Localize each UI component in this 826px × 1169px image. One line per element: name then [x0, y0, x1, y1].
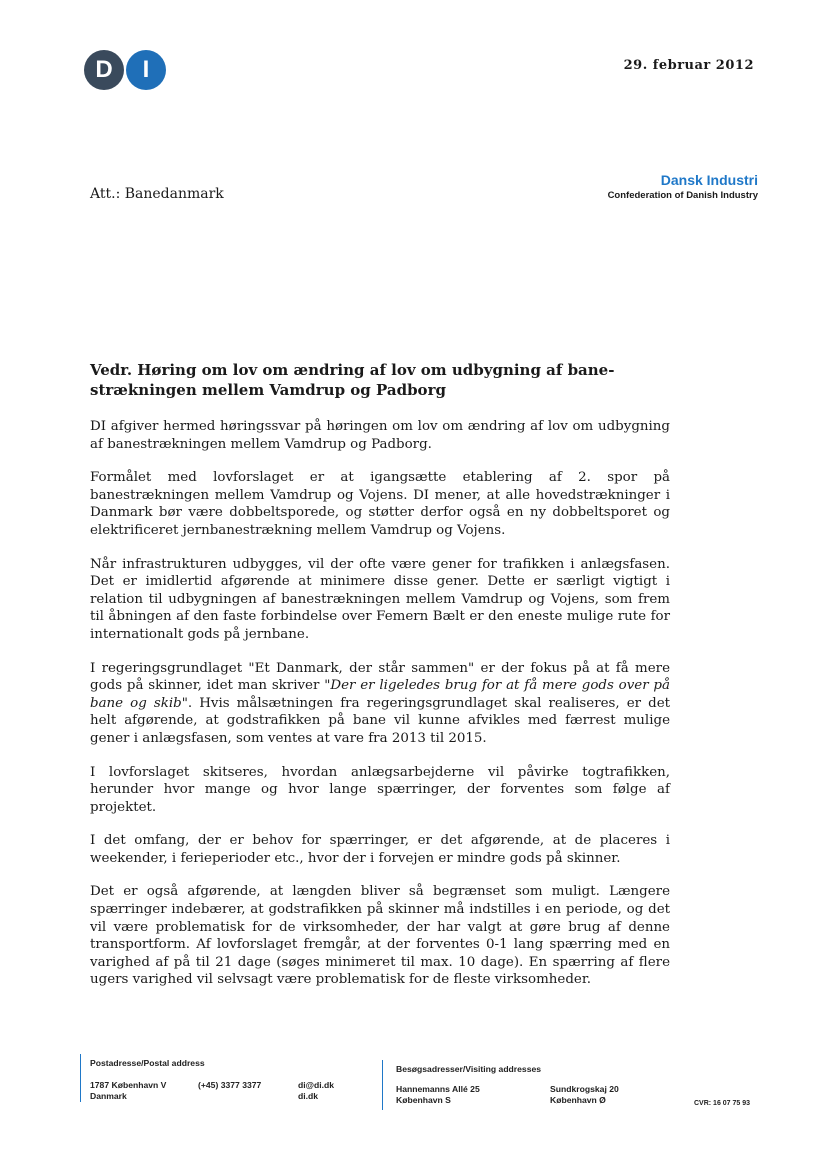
di-logo: [84, 50, 170, 92]
postal-address-line2: Danmark: [90, 1091, 127, 1101]
paragraph-4-lead: I regeringsgrundlaget "Et Danmark, der står sammen" er der fokus på at få mere gods på skinner, idet man skriver: [90, 660, 670, 694]
paragraph-4-quote: "Der er ligeledes brug for at få mere gods over på bane og skib": [90, 678, 670, 711]
paragraph-3: Når infrastrukturen udbygges, vil der ofte være gener for trafikken i anlægsfasen. Det er imidlertid afgørende at minimere disse gener. Dette er særligt vigtigt i relation til udbygningen af banestrækningen mellem Vamdrup og Vojens, som frem til åbningen af den faste forbindelse over Femern Bælt er den eneste mulige rute for internationalt gods på jernbane.: [90, 556, 670, 642]
website: di.dk: [298, 1091, 319, 1101]
paragraph-4-rest: Hvis målsætningen fra regeringsgrundlaget skal realiseres, er det helt afgørende, at godstrafikken på bane vil kunne afvikles med færrest mulige gener i anlægsfasen, som ventes at vare fra 2013 til 2015.: [90, 695, 670, 746]
visiting-address1-line1: Hannemanns Allé 25: [396, 1084, 480, 1094]
visiting-address2-line2: København Ø: [550, 1095, 606, 1105]
letter-body: [90, 418, 670, 1005]
brand-block: [608, 172, 758, 201]
footer-divider-right: [382, 1060, 383, 1110]
visiting-address-label: Besøgsadresser/Visiting addresses: [396, 1064, 542, 1074]
phone-number: (+45) 3377 3377: [198, 1080, 262, 1090]
paragraph-4-dot: .: [187, 695, 200, 711]
paragraph-1: DI afgiver hermed høringssvar på høringen om lov om ændring af lov om udbygning af banestrækningen mellem Vamdrup og Padborg.: [90, 419, 670, 452]
email-address: di@di.dk: [298, 1080, 335, 1090]
logo-letter-d: D: [84, 50, 124, 90]
paragraph-4: [90, 660, 670, 748]
brand-subtitle: Confederation of Danish Industry: [607, 190, 758, 201]
paragraph-2: Formålet med lovforslaget er at igangsætte etablering af 2. spor på banestrækningen mellem Vamdrup og Vojens. DI mener, at alle hovedstrækninger i Danmark bør være dobbeltsporede, og støtter derfor også en ny dobbeltsporet og elektrificeret jernbanestrækning mellem Vamdrup og Vojens.: [90, 470, 670, 538]
letter-title: Vedr. Høring om lov om ændring af lov om udbygning af bane-strækningen mellem Vamdrup og Padborg: [90, 361, 615, 399]
visiting-address2-line1: Sundkrogskaj 20: [550, 1084, 619, 1094]
footer-divider-left: [80, 1054, 81, 1102]
visiting-address1-line2: København S: [396, 1095, 451, 1105]
letter-footer: [80, 1054, 770, 1134]
paragraph-7: Det er også afgørende, at længden bliver så begrænset som muligt. Længere spærringer indebærer, at godstrafikken på skinner må indstilles i en periode, og det vil være problematisk for de virksomheder, der har valgt at gøre brug af denne transportform. Af lovforslaget fremgår, at der forventes 0-1 lang spærring med en varighed af på til 21 dage (søges minimeret til max. 10 dage). En spærring af flere ugers varighed vil selvsagt være problematisk for de fleste virksomheder.: [90, 884, 670, 988]
cvr-number: CVR: 16 07 75 93: [694, 1100, 751, 1107]
brand-name: Dansk Industri: [660, 172, 758, 188]
postal-address-line1: 1787 København V: [90, 1080, 167, 1090]
logo-letter-i: I: [126, 50, 166, 90]
letter-date: 29. februar 2012: [623, 58, 754, 73]
paragraph-6: I det omfang, der er behov for spærringer, er det afgørende, at de placeres i weekender, i ferieperioder etc., hvor der i forvejen er mindre gods på skinner.: [90, 833, 670, 866]
postal-address-label: Postadresse/Postal address: [90, 1058, 205, 1068]
paragraph-5: I lovforslaget skitseres, hvordan anlægsarbejderne vil påvirke togtrafikken, herunder hvor mange og hvor lange spærringer, der forventes som følge af projektet.: [90, 764, 670, 815]
attention-line: Att.: Banedanmark: [90, 186, 224, 202]
